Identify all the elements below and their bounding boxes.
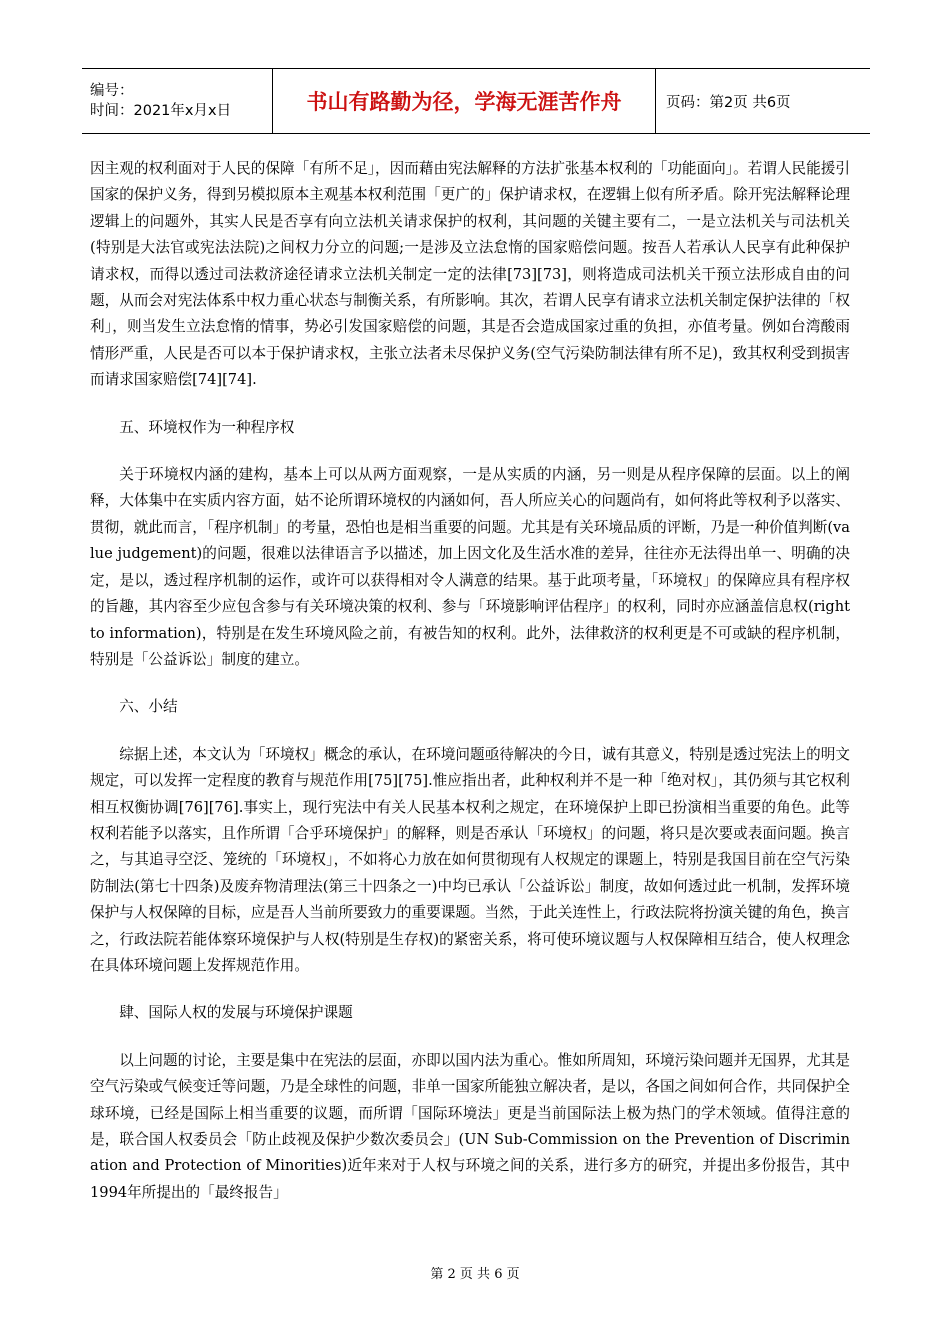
paragraph-procedural-right: 关于环境权内涵的建构，基本上可以从两方面观察，一是从实质的内涵，另一则是从程序保障的层面。以上的阐释，大体集中在实质内容方面，姑不论所谓环境权的内涵如何，吾人所应关心的问题尚有，如何将此等权利予以落实、贯彻，就此而言，「程序机制」的考量，恐怕也是相当重要的问题。尤其是有关环境品质的评断，乃是一种价值判断(value judgement)的问题，很难以法律语言予以描述，加上因文化及生活水准的差异，往往亦无法得出单一、明确的决定，是以，透过程序机制的运作，或许可以获得相对令人满意的结果。基于此项考量，「环境权」的保障应具有程序权的旨趣，其内容至少应包含参与有关环境决策的权利、参与「环境影响评估程序」的权利，同时亦应涵盖信息权(right to information)，特别是在发生环境风险之前，有被告知的权利。此外，法律救济的权利更是不可或缺的程序机制，特别是「公益诉讼」制度的建立。 xyxy=(90,466,850,668)
header-meta xyxy=(82,69,273,134)
section-heading-international-rights: 肆、国际人权的发展与环境保护课题 xyxy=(119,1004,353,1022)
header-motto: 书山有路勤为径，学海无涯苦作舟 xyxy=(306,90,622,114)
page-footer: 第 2 页 共 6 页 xyxy=(430,1267,520,1282)
section-heading-summary: 六、小结 xyxy=(119,698,178,716)
document-time-label: 时间：2021年x月x日 xyxy=(90,103,232,119)
document-number-label: 编号： xyxy=(90,83,134,99)
paragraph-continuation: 因主观的权利面对于人民的保障「有所不足」，因而藉由宪法解释的方法扩张基本权利的「功能面向」。若谓人民能援引国家的保护义务，得到另模拟原本主观基本权利范围「更广的」保护请求权，在逻辑上似有所矛盾。除开宪法解释论理逻辑上的问题外，其实人民是否享有向立法机关请求保护的权利，其问题的关键主要有二，一是立法机关与司法机关(特别是大法官或宪法法院)之间权力分立的问题;一是涉及立法怠惰的国家赔偿问题。按吾人若承认人民享有此种保护请求权，而得以透过司法救济途径请求立法机关制定一定的法律[73][73]，则将造成司法机关干预立法形成自由的问题，从而会对宪法体系中权力重心状态与制衡关系，有所影响。其次，若谓人民享有请求立法机关制定保护法律的「权利」，则当发生立法怠惰的情事，势必引发国家赔偿的问题，其是否会造成国家过重的负担，亦值考量。例如台湾酸雨情形严重，人民是否可以本于保护请求权，主张立法者未尽保护义务(空气污染防制法律有所不足)，致其权利受到损害而请求国家赔偿[74][74]. xyxy=(90,160,850,389)
header-page-info: 页码：第2页 共6页 xyxy=(666,94,791,111)
paragraph-international-rights: 以上问题的讨论，主要是集中在宪法的层面，亦即以国内法为重心。惟如所周知，环境污染问题并无国界，尤其是空气污染或气候变迁等问题，乃是全球性的问题，非单一国家所能独立解决者，是以，各国之间如何合作，共同保护全球环境，已经是国际上相当重要的议题，而所谓「国际环境法」更是当前国际法上极为热门的学术领域。值得注意的是，联合国人权委员会「防止歧视及保护少数次委员会」(UN Sub-Commission on the Prevention of Discrimination and Protection of Minorities)近年来对于人权与环境之间的关系，进行多方的研究，并提出多份报告，其中1994年所提出的「最终报告」 xyxy=(90,1051,850,1201)
section-heading-procedural-right: 五、环境权作为一种程序权 xyxy=(119,418,295,436)
document-body xyxy=(90,156,850,1227)
page-header xyxy=(82,68,870,134)
paragraph-summary: 综据上述，本文认为「环境权」概念的承认，在环境问题亟待解决的今日，诚有其意义，特别是透过宪法上的明文规定，可以发挥一定程度的教育与规范作用[75][75].惟应指出者，此种权利并不是一种「绝对权」，其仍须与其它权利相互权衡协调[76][76].事实上，现行宪法中有关人民基本权利之规定，在环境保护上即已扮演相当重要的角色。此等权利若能予以落实，且作所谓「合乎环境保护」的解释，则是否承认「环境权」的问题，将只是次要或表面问题。换言之，与其追寻空泛、笼统的「环境权」，不如将心力放在如何贯彻现有人权规定的课题上，特别是我国目前在空气污染防制法(第七十四条)及废弃物清理法(第三十四条之一)中均已承认「公益诉讼」制度，故如何透过此一机制，发挥环境保护与人权保障的目标，应是吾人当前所要致力的重要课题。当然，于此关连性上，行政法院将扮演关键的角色，换言之，行政法院若能体察环境保护与人权(特别是生存权)的紧密关系，将可使环境议题与人权保障相互结合，使人权理念在具体环境问题上发挥规范作用。 xyxy=(90,745,850,974)
header-page-cell xyxy=(656,69,871,134)
header-motto-cell xyxy=(273,69,656,134)
